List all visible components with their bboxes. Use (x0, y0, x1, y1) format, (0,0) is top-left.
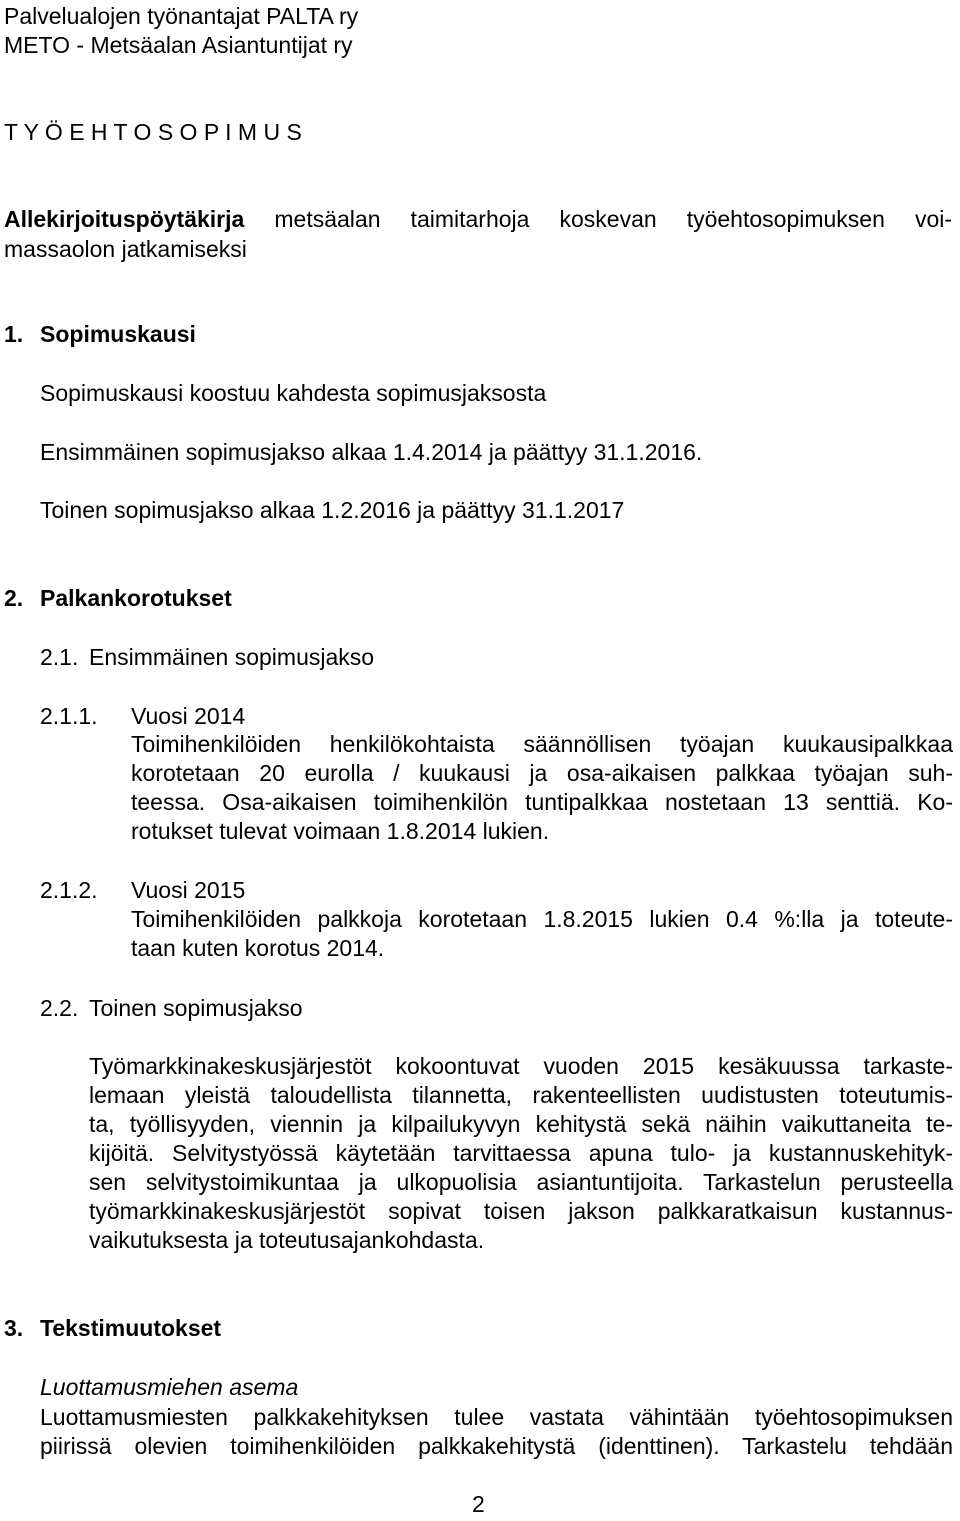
item-2-1-1-line-3: teessa. Osa-aikaisen toimihenkilön tuntipalkkaa nostetaan 13 senttiä. Ko- (131, 789, 953, 815)
section-1-number: 1. (4, 321, 24, 347)
subsection-2-2-heading: Toinen sopimusjakso (89, 995, 303, 1021)
subsection-2-1-number: 2.1. (40, 644, 79, 670)
item-2-1-1-number: 2.1.1. (40, 703, 98, 729)
page-number: 2 (472, 1491, 485, 1517)
header-organization-2: METO - Metsäalan Asiantuntijat ry (4, 32, 353, 58)
section-3-line-1: Luottamusmiesten palkkakehityksen tulee vastata vähintään työehtosopimuksen (40, 1404, 953, 1430)
item-2-1-2-line-2: taan kuten korotus 2014. (131, 935, 385, 961)
header-organization-1: Palvelualojen työnantajat PALTA ry (4, 3, 359, 29)
subsection-2-2-line-7: vaikutuksesta ja toteutusajankohdasta. (89, 1227, 485, 1253)
subsection-2-2-number: 2.2. (40, 995, 79, 1021)
item-2-1-2-line-1: Toimihenkilöiden palkkoja korotetaan 1.8.2015 lukien 0.4 %:lla ja toteute- (131, 906, 953, 932)
section-1-heading: Sopimuskausi (40, 321, 196, 347)
section-1-paragraph-1: Sopimuskausi koostuu kahdesta sopimusjaksosta (40, 380, 547, 406)
subsection-2-2-line-3: ta, työllisyyden, viennin ja kilpailukyvyn kehitystä sekä näihin vaikuttaneita te- (89, 1111, 953, 1137)
subsection-2-2-line-2: lemaan yleistä taloudellista tilannetta, rakenteellisten uudistusten toteutumis- (89, 1082, 953, 1108)
subsection-2-2-line-5: sen selvitystoimikuntaa ja ulkopuolisia asiantuntijoita. Tarkastelun perusteella (89, 1169, 953, 1195)
section-3-subheading: Luottamusmiehen asema (40, 1374, 299, 1400)
subsection-2-2-line-6: työmarkkinakeskusjärjestöt sopivat toisen jakson palkkaratkaisun kustannus- (89, 1198, 953, 1224)
item-2-1-1-line-2: korotetaan 20 eurolla / kuukausi ja osa-aikaisen palkkaa työajan suh- (131, 760, 953, 786)
section-1-paragraph-3: Toinen sopimusjakso alkaa 1.2.2016 ja päättyy 31.1.2017 (40, 497, 625, 523)
section-1-paragraph-2: Ensimmäinen sopimusjakso alkaa 1.4.2014 ja päättyy 31.1.2016. (40, 439, 703, 465)
section-2-heading: Palkankorotukset (40, 585, 232, 611)
section-3-line-2: piirissä olevien toimihenkilöiden palkkakehitystä (identtinen). Tarkastelu tehdään (40, 1433, 953, 1459)
subsection-2-2-line-1: Työmarkkinakeskusjärjestöt kokoontuvat vuoden 2015 kesäkuussa tarkaste- (89, 1053, 953, 1079)
document-title-rest: metsäalan taimitarhoja koskevan työehtosopimuksen voi- (274, 206, 952, 232)
section-2-number: 2. (4, 585, 24, 611)
subsection-2-2-line-4: kijöitä. Selvitystyössä käytetään tarvittaessa apuna tulo- ja kustannuskehityk- (89, 1140, 953, 1166)
item-2-1-1-line-4: rotukset tulevat voimaan 1.8.2014 lukien. (131, 818, 550, 844)
section-3-heading: Tekstimuutokset (40, 1315, 222, 1341)
subsection-2-1-heading: Ensimmäinen sopimusjakso (89, 644, 375, 670)
item-2-1-2-heading: Vuosi 2015 (131, 877, 246, 903)
document-title-line-2: massaolon jatkamiseksi (4, 236, 247, 262)
document-title-line-1 (4, 205, 952, 233)
item-2-1-1-line-1: Toimihenkilöiden henkilökohtaista säännöllisen työajan kuukausipalkkaa (131, 731, 953, 757)
document-title-bold: Allekirjoituspöytäkirja (4, 206, 245, 232)
item-2-1-2-number: 2.1.2. (40, 877, 98, 903)
section-3-number: 3. (4, 1315, 24, 1341)
item-2-1-1-heading: Vuosi 2014 (131, 703, 246, 729)
document-type: T Y Ö E H T O S O P I M U S (4, 119, 302, 145)
